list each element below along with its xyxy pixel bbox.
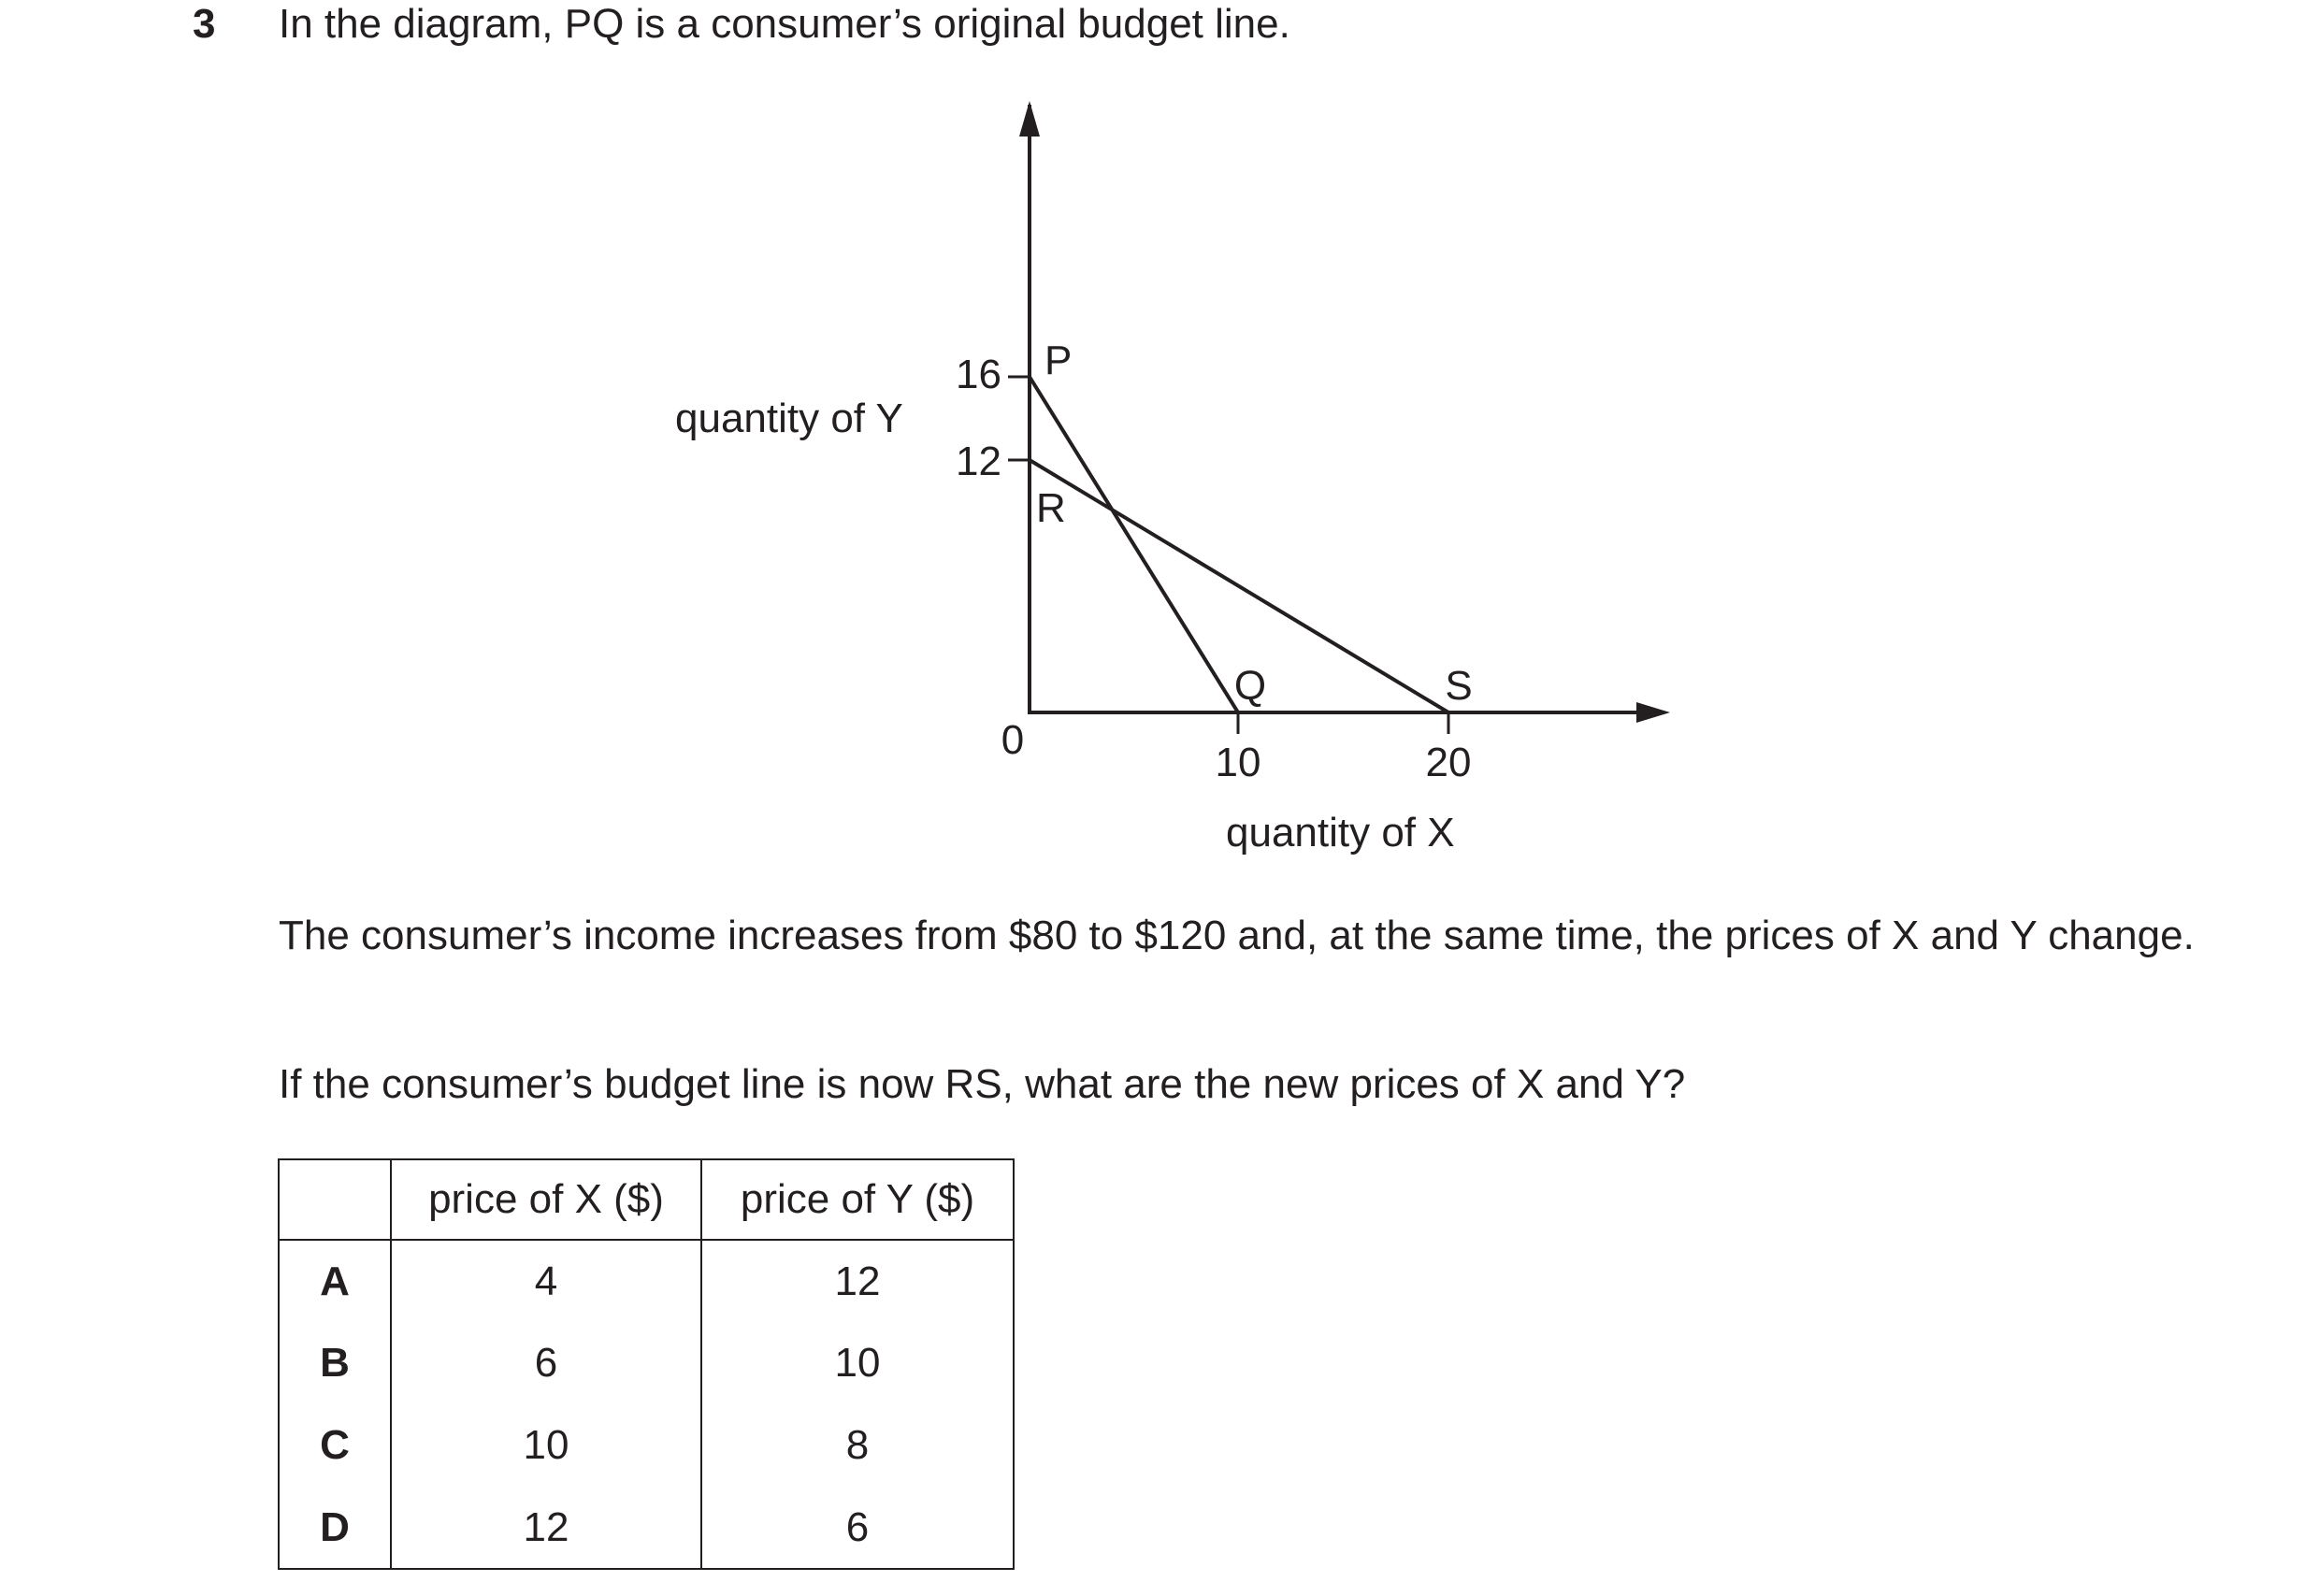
price-y-text: 12	[834, 1258, 881, 1304]
table-row	[279, 1487, 1014, 1569]
price-x-value	[391, 1404, 701, 1487]
table-row	[279, 1240, 1014, 1322]
price-y-value	[701, 1240, 1014, 1322]
x-axis-arrow	[1636, 702, 1670, 723]
point-label-p: P	[1044, 338, 1073, 383]
question-number: 3	[193, 1, 216, 47]
header-price-x: price of X ($)	[391, 1159, 701, 1240]
option-label: D	[279, 1487, 391, 1569]
y-axis-label: quantity of Y	[675, 395, 903, 441]
header-price-y: price of Y ($)	[701, 1159, 1014, 1240]
y-tick-label-16: 16	[956, 352, 1001, 397]
price-y-value	[701, 1404, 1014, 1487]
header-option	[279, 1159, 391, 1240]
price-x-text: 10	[523, 1422, 569, 1468]
price-x-value	[391, 1240, 701, 1322]
x-tick-label-20: 20	[1425, 740, 1472, 785]
option-label: C	[279, 1404, 391, 1487]
answer-options-table	[278, 1158, 1015, 1570]
table-row	[279, 1404, 1014, 1487]
budget-line-pq	[1030, 377, 1238, 712]
price-x-text: 6	[534, 1340, 558, 1386]
intro-text: In the diagram, PQ is a consumer’s original budget line.	[279, 1, 1290, 47]
option-label: B	[279, 1322, 391, 1404]
point-label-s: S	[1445, 663, 1473, 709]
table-header-row	[279, 1159, 1014, 1240]
option-label: A	[279, 1240, 391, 1322]
x-tick-label-10: 10	[1215, 740, 1261, 785]
price-y-text: 6	[845, 1503, 870, 1550]
table-row	[279, 1322, 1014, 1404]
x-axis-label: quantity of X	[1226, 810, 1455, 856]
y-tick-label-12: 12	[956, 439, 1001, 484]
point-label-q: Q	[1233, 663, 1267, 709]
price-x-value	[391, 1322, 701, 1404]
y-axis-arrow	[1019, 101, 1040, 137]
price-y-text: 10	[834, 1340, 881, 1386]
origin-label: 0	[1001, 717, 1025, 763]
price-x-text: 12	[523, 1503, 569, 1550]
question-text: If the consumer’s budget line is now RS, what are the new prices of X and Y?	[279, 1061, 1686, 1107]
price-y-value	[701, 1322, 1014, 1404]
point-label-r: R	[1036, 485, 1066, 531]
price-x-text: 4	[534, 1258, 558, 1304]
price-x-value	[391, 1487, 701, 1569]
price-y-value	[701, 1487, 1014, 1569]
price-y-text: 8	[845, 1422, 870, 1468]
income-change-text: The consumer’s income increases from $80 to $120 and, at the same time, the prices of X and Y change.	[279, 913, 2195, 958]
